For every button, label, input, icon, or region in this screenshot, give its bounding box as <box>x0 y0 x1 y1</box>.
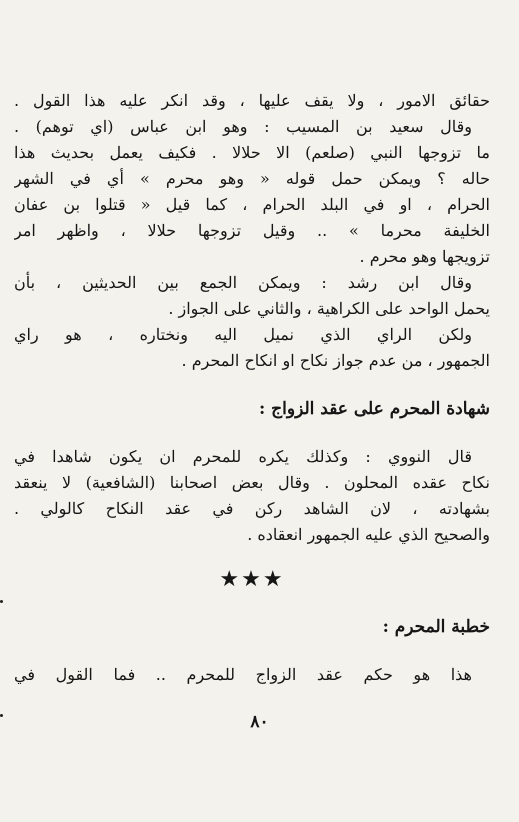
margin-dot <box>0 600 3 603</box>
section-heading-engagement: خطبة المحرم : <box>382 617 490 637</box>
text-line: بشهادته ، لان الشاهد ركن في عقد النكاح كالولي . <box>14 499 490 518</box>
paragraph-1 <box>14 88 490 270</box>
paragraph-2 <box>14 270 490 322</box>
text-line: الحرام ، او في البلد الحرام ، كما قيل « قتلوا بن عفان <box>14 195 490 214</box>
text-line: يحمل الواحد على الكراهية ، والثاني على الجواز . <box>168 299 490 318</box>
margin-dot <box>0 714 3 717</box>
page-body <box>14 88 490 688</box>
text-line: قال النووي : وكذلك يكره للمحرم ان يكون شاهدا في <box>14 447 472 466</box>
separator-stars: ★★★ <box>219 567 285 592</box>
paragraph-3 <box>14 322 490 374</box>
text-line: ولكن الراي الذي نميل اليه ونختاره ، هو راي <box>14 325 472 344</box>
text-line: حقائق الامور ، ولا يقف عليها ، وقد انكر عليه هذا القول . <box>14 91 490 110</box>
text-line: وقال ابن رشد : ويمكن الجمع بين الحديثين ، بأن <box>14 273 472 292</box>
page-number: ٨٠ <box>250 712 269 732</box>
text-line: هذا هو حكم عقد الزواج للمحرم .. فما القول في <box>14 665 472 684</box>
text-line: حاله ؟ ويمكن حمل قوله « وهو محرم » أي في الشهر <box>14 169 490 188</box>
paragraph-4 <box>14 444 490 548</box>
paragraph-5 <box>14 662 490 688</box>
text-line: وقال سعيد بن المسيب : وهو ابن عباس (اي توهم) . <box>14 117 472 136</box>
text-line: تزويجها وهو محرم . <box>359 247 490 266</box>
text-line: الجمهور ، من عدم جواز نكاح او انكاح المحرم . <box>181 351 490 370</box>
text-line: والصحيح الذي عليه الجمهور انعقاده . <box>247 525 490 544</box>
section-heading-witness: شهادة المحرم على عقد الزواج : <box>258 399 490 419</box>
text-line: نكاح عقده المحلون . وقال بعض اصحابنا (الشافعية) لا ينعقد <box>14 473 490 492</box>
text-line: الخليفة محرما » .. وقيل تزوجها حلالا ، واظهر امر <box>14 221 490 240</box>
text-line: ما تزوجها النبي (صلعم) الا حلالا . فكيف يعمل بحديث هذا <box>14 143 490 162</box>
